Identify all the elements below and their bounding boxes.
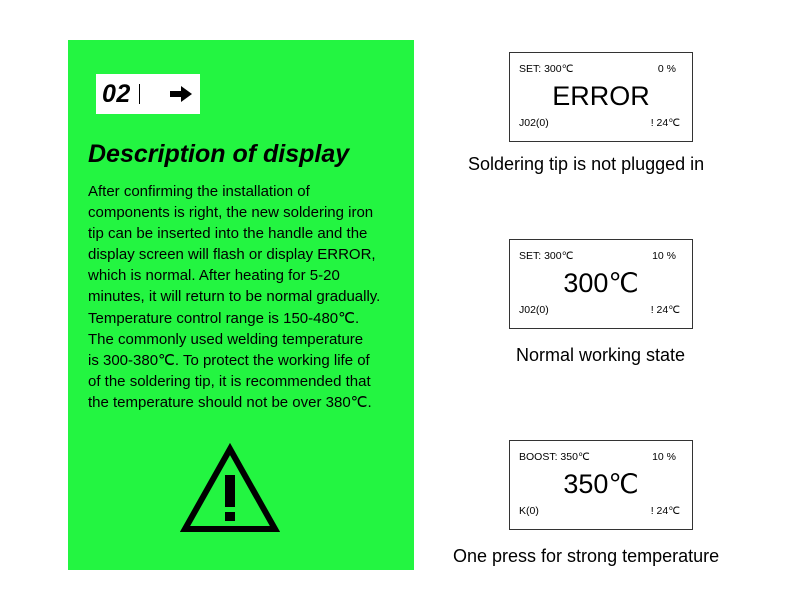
description-line: the temperature should not be over 380℃.	[88, 393, 372, 411]
step-badge	[96, 74, 200, 114]
lcd-display-boost	[509, 440, 693, 530]
boost-temperature-label: BOOST: 350℃	[519, 451, 590, 463]
description-panel	[68, 40, 414, 570]
power-percent: 10 %	[652, 250, 676, 262]
power-percent: 10 %	[652, 451, 676, 463]
description-line: is 300-380℃. To protect the working life of	[88, 351, 370, 369]
power-percent: 0 %	[657, 63, 676, 75]
tip-model: K(0)	[519, 505, 539, 517]
description-line: components is right, the new soldering iron	[88, 204, 374, 222]
arrow-right-icon	[170, 86, 192, 102]
caption-boost: One press for strong temperature	[453, 546, 720, 566]
caption-error: Soldering tip is not plugged in	[468, 154, 705, 174]
description-line: The commonly used welding temperature	[88, 330, 364, 348]
ambient-temperature: ! 24℃	[650, 304, 680, 316]
ambient-temperature: ! 24℃	[650, 117, 680, 129]
set-temperature-label: SET: 300℃	[519, 63, 574, 75]
set-temperature-label: SET: 300℃	[519, 250, 574, 262]
description-line: of the soldering tip, it is recommended that	[88, 372, 371, 390]
description-line: After confirming the installation of	[88, 183, 310, 200]
tip-model: J02(0)	[519, 304, 549, 316]
description-line: display screen will flash or display ERROR,	[88, 246, 376, 264]
warning-icon	[180, 443, 280, 533]
lcd-display-normal	[509, 239, 693, 329]
tip-model: J02(0)	[519, 117, 549, 129]
description-line: which is normal. After heating for 5-20	[88, 267, 340, 285]
description-line: tip can be inserted into the handle and the	[88, 225, 368, 243]
ambient-temperature: ! 24℃	[650, 505, 680, 517]
step-number: 02	[102, 79, 131, 108]
description-line: minutes, it will return to be normal gradually.	[88, 288, 381, 306]
main-readout: 300℃	[563, 268, 639, 298]
main-readout: 350℃	[563, 469, 639, 499]
lcd-display-error	[509, 52, 693, 142]
description-line: Temperature control range is 150-480℃.	[88, 309, 360, 327]
caption-normal: Normal working state	[516, 345, 686, 365]
description-text	[88, 181, 428, 413]
main-readout: ERROR	[552, 81, 650, 111]
panel-title: Description of display	[88, 140, 350, 168]
step-divider	[139, 84, 141, 104]
